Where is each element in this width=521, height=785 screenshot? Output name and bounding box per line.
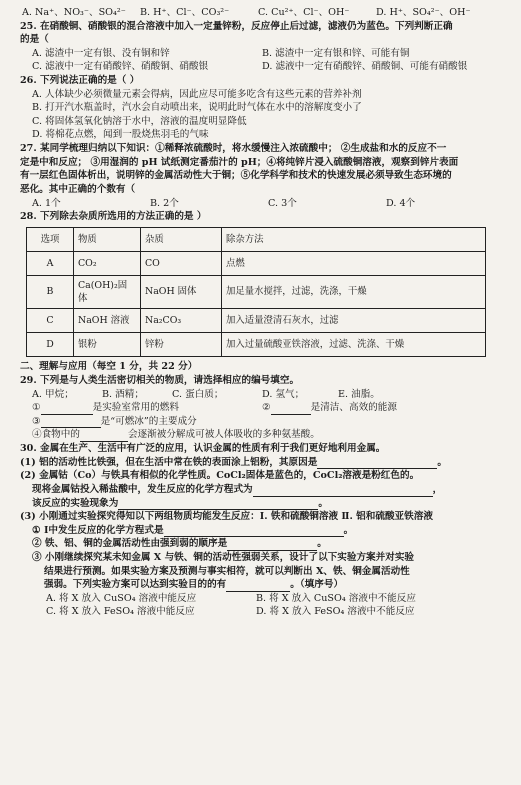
q30-part-2c: 该反应的实验现象为 。 — [32, 497, 328, 509]
q30-part-1-input[interactable] — [317, 457, 437, 469]
q30-option-b: B. 将 X 放入 CuSO₄ 溶液中不能反应 — [256, 592, 416, 604]
q30-option-d: D. 将 X 放入 FeSO₄ 溶液中不能反应 — [256, 606, 415, 618]
q24-option-d: D. H⁺、SO₄²⁻、OH⁻ — [376, 7, 471, 18]
q27-option-a: A. 1个 — [32, 197, 61, 209]
table-cell: 加足量水搅拌，过滤，洗涤，干燥 — [222, 275, 486, 309]
q29-blank-4-text: 会逐渐被分解成可被人体吸收的多种氨基酸。 — [127, 429, 320, 441]
q25-option-b: B. 滤渣中一定有银和锌、可能有铜 — [262, 47, 410, 59]
q25-option-d: D. 滤液中一定有硝酸锌、硝酸铜、可能有硝酸银 — [262, 61, 468, 73]
q24-option-c: C. Cu²⁺、Cl⁻、OH⁻ — [258, 7, 350, 18]
q29-blank-4 — [20, 428, 509, 442]
q30-part-2c-input[interactable] — [118, 498, 318, 510]
q29-stem: 29. 下列是与人类生活密切相关的物质，请选择相应的编号填空。 — [20, 375, 300, 387]
q29-choice-a: A. 甲烷； — [32, 388, 74, 400]
table-cell: D — [27, 333, 74, 357]
q27-line-4: 恶化。其中正确的个数有（ — [20, 183, 136, 195]
q29-blank-3 — [20, 415, 509, 429]
q29-choice-d: D. 氢气； — [262, 388, 305, 400]
q30-sub-1-input[interactable] — [164, 525, 344, 537]
q24-options — [20, 6, 509, 20]
q28-stem: 28. 下列除去杂质所选用的方法正确的是 ） — [20, 211, 207, 223]
q30-part-2b-text: 现将金属钴投入稀盐酸中，发生反应的化学方程式为 — [32, 483, 253, 495]
q30-sub-3c-suffix: 。（填序号） — [290, 579, 344, 591]
table-header-substance: 物质 — [74, 227, 141, 251]
q30-options — [20, 592, 509, 619]
q29-blank-3-num: ③ — [32, 415, 41, 427]
q26-option-a: A. 人体缺少必须微量元素会得病，因此应尽可能多吃含有这些元素的营养补剂 — [32, 88, 362, 100]
q29-blanks-row-1 — [20, 401, 509, 415]
table-cell: 锌粉 — [141, 333, 222, 357]
q26-option-c: C. 将固体氢氧化钠溶于水中，溶液的温度明显降低 — [32, 115, 247, 127]
q29-choice-b: B. 酒精； — [102, 388, 144, 400]
q30-part-3: (3) 小刚通过实验探究得知以下两组物质均能发生反应：Ⅰ. 铁和硫酸铜溶液 Ⅱ. 铝和硫酸亚铁溶液 — [20, 511, 433, 523]
q30-part-2c-text: 该反应的实验现象为 — [32, 497, 119, 509]
q30-option-a: A. 将 X 放入 CuSO₄ 溶液中能反应 — [46, 592, 197, 604]
q30-part-2a: (2) 金属钴（Co）与铁具有相似的化学性质。CoCl₂固体是蓝色的，CoCl₂溶液是粉红色的。 — [20, 470, 420, 482]
table-header-impurity: 杂质 — [141, 227, 222, 251]
q26-stem: 26. 下列说法正确的是（ ） — [20, 75, 140, 87]
q30-sub-3b: 结果进行预测。如果实验方案及预测与事实相符，就可以判断出 X、铁、铜金属活动性 — [44, 565, 410, 577]
q29-choice-c: C. 蛋白质； — [172, 388, 224, 400]
q25-stem-1: 25. 在硝酸铜、硝酸银的混合溶液中加入一定量锌粉，反应停止后过滤，滤液仍为蓝色。下列判断正确 — [20, 20, 453, 32]
table-header-row — [27, 227, 486, 251]
table-cell: 点燃 — [222, 251, 486, 275]
q29-choice-e: E. 油脂。 — [338, 388, 380, 400]
q24-option-a: A. Na⁺、NO₃⁻、SO₄²⁻ — [22, 7, 126, 18]
q29-blank-2-input[interactable] — [271, 403, 311, 415]
q30-sub-1: ① Ⅰ中发生反应的化学方程式是 。 — [32, 524, 354, 536]
q27-options — [20, 197, 509, 211]
table-cell: NaOH 固体 — [141, 275, 222, 309]
q30-sub-3c-input[interactable] — [226, 580, 290, 592]
q30-sub-3c — [20, 578, 509, 592]
table-row — [27, 309, 486, 333]
table-row — [27, 275, 486, 309]
table-cell: 加入过量硫酸亚铁溶液，过滤、洗涤、干燥 — [222, 333, 486, 357]
q30-part-1: (1) 铝的活动性比铁强，但在生活中常在铁的表面涂上铝粉，其原因是 。 — [20, 456, 447, 468]
q29-blank-1-input[interactable] — [41, 403, 93, 415]
table-cell: NaOH 溶液 — [74, 309, 141, 333]
section-heading: 二、理解与应用（每空 1 分，共 22 分） — [20, 361, 198, 373]
q25-options — [20, 47, 509, 74]
q29-blank-4-input[interactable] — [80, 430, 128, 442]
q26-option-b: B. 打开汽水瓶盖时，汽水会自动喷出来，说明此时气体在水中的溶解度变小了 — [32, 102, 362, 114]
q29-blank-2-text: 是清洁、高效的能源 — [310, 402, 397, 414]
q29-choices — [20, 388, 509, 402]
q25-option-c: C. 滤液中一定有硝酸锌、硝酸铜、硝酸银 — [32, 61, 209, 73]
q30-sub-2-text: ② 铁、铝、铜的金属活动性由强到弱的顺序是 — [32, 538, 228, 550]
table-header-option: 选项 — [27, 227, 74, 251]
q29-blank-2 — [262, 401, 492, 415]
q30-sub-3a: ③ 小刚继续探究某未知金属 X 与铁、铜的活动性强弱关系，设计了以下实验方案并对实验 — [32, 551, 415, 563]
q28-table — [26, 227, 486, 358]
q30-sub-3c-text: 强弱。下列实验方案可以达到实验目的的有 — [44, 579, 227, 591]
table-row — [27, 333, 486, 357]
q27-option-b: B. 2个 — [150, 197, 179, 209]
table-cell: B — [27, 275, 74, 309]
q27-option-d: D. 4个 — [386, 197, 416, 209]
table-header-method: 除杂方法 — [222, 227, 486, 251]
q29-blank-3-input[interactable] — [41, 416, 101, 428]
table-cell: Na₂CO₃ — [141, 309, 222, 333]
q27-line-2: 定是中和反应； ③用湿润的 pH 试纸测定番茄汁的 pH；④将纯锌片浸入硫酸铜溶液，观察到锌片表面 — [20, 156, 459, 168]
q25-option-a: A. 滤渣中一定有银、没有铜和锌 — [32, 47, 170, 59]
table-cell: CO₂ — [74, 251, 141, 275]
q29-blank-2-num: ② — [262, 402, 271, 414]
q24-option-b: B. H⁺、Cl⁻、CO₃²⁻ — [140, 7, 230, 18]
q30-sub-1-text: ① Ⅰ中发生反应的化学方程式是 — [32, 524, 164, 536]
q27-line-1: 27. 某同学梳理归纳以下知识：①稀释浓硫酸时，将水缓慢注入浓硫酸中； ②生成盐和水的反应不一 — [20, 143, 447, 155]
q27-option-c: C. 3个 — [268, 197, 297, 209]
q27-line-3: 有一层红色固体析出，说明锌的金属活动性大于铜；⑤化学科学和技术的快速发展必须导致生态环境的 — [20, 170, 452, 182]
q29-blank-3-text: 是“可燃冰”的主要成分 — [100, 415, 197, 427]
q30-stem: 30. 金属在生产、生活中有广泛的应用，认识金属的性质有利于我们更好地利用金属。 — [20, 443, 386, 455]
table-cell: A — [27, 251, 74, 275]
table-cell: CO — [141, 251, 222, 275]
q29-blank-1-text: 是实验室常用的燃料 — [92, 402, 179, 414]
q29-blank-4-num: ④食物中的 — [32, 429, 80, 441]
table-row — [27, 251, 486, 275]
q30-part-1-text: (1) 铝的活动性比铁强，但在生活中常在铁的表面涂上铝粉，其原因是 — [20, 456, 318, 468]
q30-option-c: C. 将 X 放入 FeSO₄ 溶液中能反应 — [46, 606, 195, 618]
table-cell: Ca(OH)₂固体 — [74, 275, 141, 309]
q30-sub-2-input[interactable] — [227, 539, 317, 551]
q30-sub-2: ② 铁、铝、铜的金属活动性由强到弱的顺序是 。 — [32, 538, 327, 550]
q29-blank-1-num: ① — [32, 402, 41, 414]
q25-stem-2: 的是（ — [20, 34, 49, 46]
table-cell: C — [27, 309, 74, 333]
q29-blank-1 — [32, 401, 262, 415]
table-cell: 加入适量澄清石灰水，过滤 — [222, 309, 486, 333]
table-cell: 银粉 — [74, 333, 141, 357]
q30-part-2b: 现将金属钴投入稀盐酸中，发生反应的化学方程式为 ， — [32, 483, 443, 495]
q30-part-2b-input[interactable] — [253, 485, 433, 497]
q26-option-d: D. 将棉花点燃，闻到一股烧焦羽毛的气味 — [32, 129, 209, 141]
